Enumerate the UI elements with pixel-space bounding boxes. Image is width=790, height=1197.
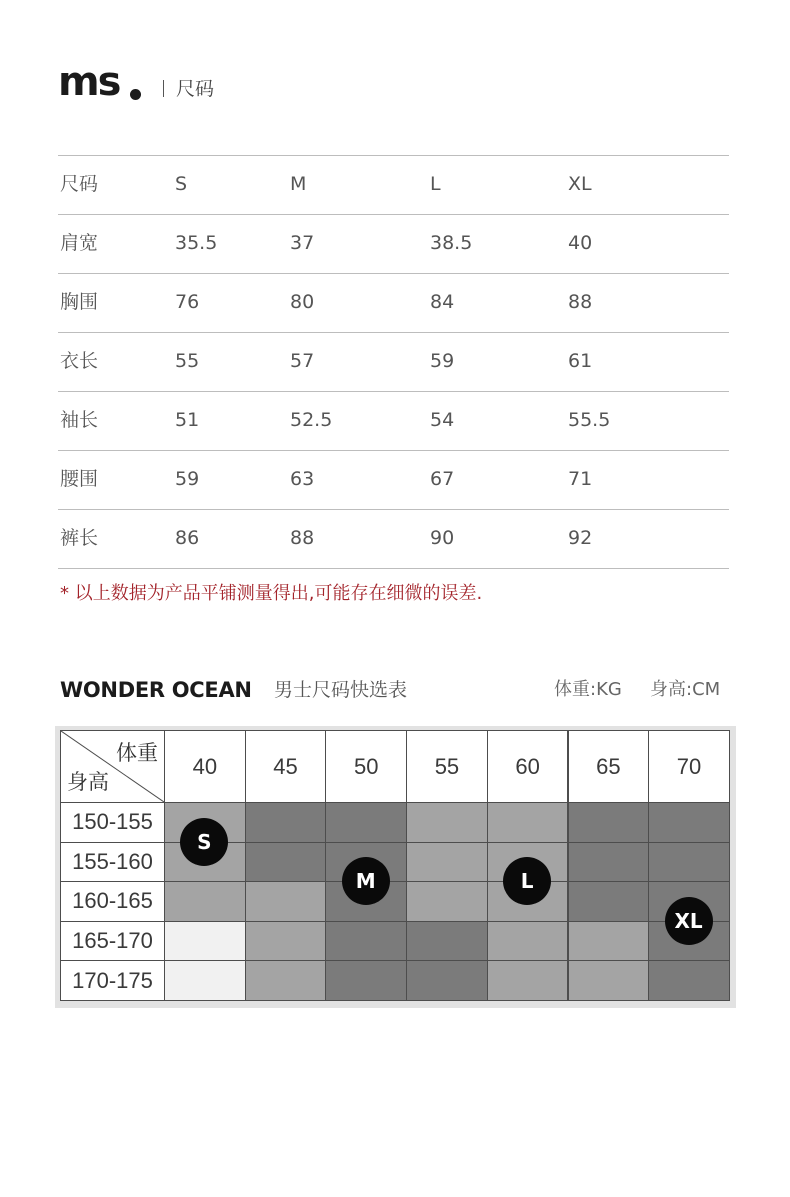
grid-cell xyxy=(648,842,730,883)
size-value: 51 xyxy=(175,409,200,431)
size-value: 55 xyxy=(175,350,200,372)
height-range: 170-175 xyxy=(72,967,153,993)
size-column-header: XL xyxy=(568,173,592,195)
weight-header xyxy=(325,730,407,803)
weight-value: 40 xyxy=(192,753,218,779)
grid-cell xyxy=(164,960,246,1001)
size-grid xyxy=(60,730,729,1000)
size-value: 54 xyxy=(430,409,455,431)
size-badge-m: M xyxy=(342,857,390,905)
height-header xyxy=(60,881,165,922)
brand-name: WONDER OCEAN xyxy=(60,678,252,702)
size-column-header: S xyxy=(175,173,188,195)
size-table-row xyxy=(58,509,729,569)
row-label: 胸围 xyxy=(60,291,99,313)
size-badge-l: L xyxy=(503,857,551,905)
weight-header xyxy=(164,730,246,803)
height-unit: 身高:CM xyxy=(650,679,721,700)
size-value: 92 xyxy=(568,527,593,549)
size-value: 80 xyxy=(290,291,315,313)
size-table xyxy=(58,155,729,569)
grid-cell xyxy=(164,921,246,962)
row-label: 裤长 xyxy=(60,527,99,549)
size-value: 88 xyxy=(290,527,315,549)
grid-cell xyxy=(164,881,246,922)
row-label: 尺码 xyxy=(60,173,99,195)
grid-cell xyxy=(568,842,650,883)
size-table-row xyxy=(58,391,729,450)
height-axis-label: 身高 xyxy=(67,770,109,794)
corner-header xyxy=(60,730,165,803)
grid-cell xyxy=(487,960,569,1001)
size-table-row xyxy=(58,273,729,332)
size-value: 59 xyxy=(175,468,200,490)
size-value: 59 xyxy=(430,350,455,372)
height-header xyxy=(60,802,165,843)
size-table-row xyxy=(58,450,729,509)
size-badge-s: S xyxy=(180,818,228,866)
size-table-row xyxy=(58,214,729,273)
grid-cell xyxy=(325,960,407,1001)
row-label: 袖长 xyxy=(60,409,99,431)
grid-cell xyxy=(245,881,327,922)
size-column-header: L xyxy=(430,173,441,195)
grid-cell xyxy=(245,842,327,883)
weight-value: 55 xyxy=(434,753,460,779)
size-value: 52.5 xyxy=(290,409,333,431)
weight-header xyxy=(245,730,327,803)
weight-header xyxy=(568,730,650,803)
size-value: 63 xyxy=(290,468,315,490)
size-table-row xyxy=(58,155,729,214)
grid-cell xyxy=(487,921,569,962)
weight-header xyxy=(487,730,569,803)
size-value: 88 xyxy=(568,291,593,313)
size-badge-xl: XL xyxy=(665,897,713,945)
row-label: 腰围 xyxy=(60,468,99,490)
size-value: 71 xyxy=(568,468,593,490)
grid-cell xyxy=(487,802,569,843)
grid-cell xyxy=(406,881,488,922)
size-value: 40 xyxy=(568,232,593,254)
size-value: 86 xyxy=(175,527,200,549)
grid-cell xyxy=(568,881,650,922)
grid-cell xyxy=(406,842,488,883)
logo-dot xyxy=(130,89,141,100)
weight-value: 45 xyxy=(273,753,298,779)
grid-cell xyxy=(325,921,407,962)
size-value: 76 xyxy=(175,291,200,313)
row-label: 肩宽 xyxy=(60,232,99,254)
weight-unit: 体重:KG xyxy=(554,679,622,700)
grid-cell xyxy=(568,921,650,962)
height-range: 160-165 xyxy=(72,888,153,914)
size-table-row xyxy=(58,332,729,391)
grid-cell xyxy=(406,921,488,962)
weight-value: 65 xyxy=(596,753,621,779)
weight-header xyxy=(406,730,488,803)
size-value: 90 xyxy=(430,527,455,549)
height-header xyxy=(60,960,165,1001)
grid-cell xyxy=(406,802,488,843)
header-divider xyxy=(163,80,164,97)
weight-value: 50 xyxy=(353,753,379,779)
height-range: 155-160 xyxy=(72,848,153,874)
weight-value: 70 xyxy=(676,753,702,779)
size-value: 38.5 xyxy=(430,232,473,254)
height-header xyxy=(60,921,165,962)
size-value: 57 xyxy=(290,350,315,372)
size-value: 35.5 xyxy=(175,232,218,254)
size-value: 67 xyxy=(430,468,455,490)
height-range: 150-155 xyxy=(72,809,153,835)
grid-cell xyxy=(406,960,488,1001)
height-range: 165-170 xyxy=(72,928,153,954)
size-value: 37 xyxy=(290,232,315,254)
grid-cell xyxy=(648,960,730,1001)
grid-cell xyxy=(568,960,650,1001)
size-value: 84 xyxy=(430,291,455,313)
grid-cell xyxy=(568,802,650,843)
grid-cell xyxy=(648,802,730,843)
weight-header xyxy=(648,730,730,803)
grid-cell xyxy=(325,802,407,843)
grid-cell xyxy=(245,802,327,843)
size-column-header: M xyxy=(290,173,307,195)
size-value: 61 xyxy=(568,350,593,372)
weight-value: 60 xyxy=(515,753,540,779)
chart-subtitle: 男士尺码快选表 xyxy=(274,679,408,701)
row-label: 衣长 xyxy=(60,350,99,372)
height-header xyxy=(60,842,165,883)
size-selector-chart xyxy=(55,726,736,1008)
grid-cell xyxy=(245,960,327,1001)
page-title: 尺码 xyxy=(176,78,215,100)
grid-cell xyxy=(245,921,327,962)
weight-axis-label: 体重 xyxy=(116,741,158,765)
logo-text: ms xyxy=(58,59,120,105)
measurement-note: * 以上数据为产品平铺测量得出,可能存在细微的误差. xyxy=(60,583,483,604)
size-value: 55.5 xyxy=(568,409,611,431)
